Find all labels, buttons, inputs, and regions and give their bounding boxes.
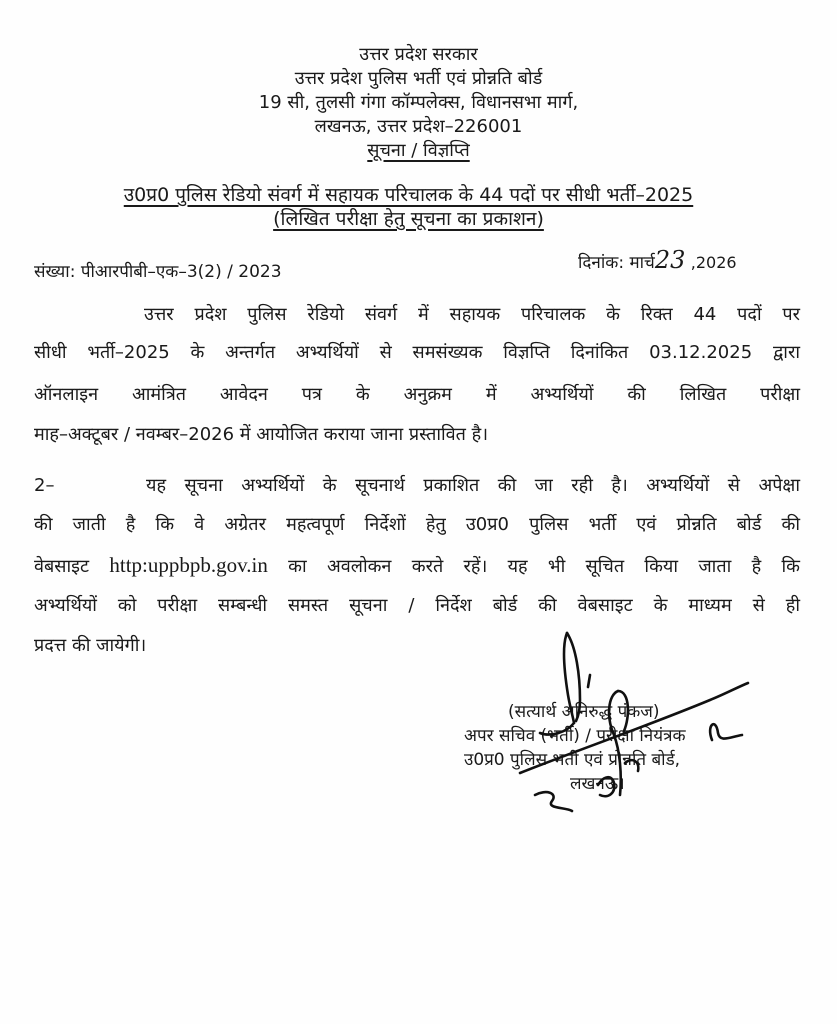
subject-line2-wrap bbox=[0, 207, 837, 231]
signatory-city: लखनऊ। bbox=[570, 774, 625, 794]
signatory-organization: उ0प्र0 पुलिस भर्ती एवं प्रोन्नति बोर्ड, bbox=[464, 750, 681, 770]
date-day-handwritten: 23 bbox=[654, 246, 686, 274]
signatory-block bbox=[460, 700, 790, 796]
para1-line3: ऑनलाइन आमंत्रित आवेदन पत्र के अनुक्रम में अभ्यर्थियों की लिखित परीक्षा bbox=[34, 384, 800, 405]
para2-line5: प्रदत्त की जायेगी। bbox=[34, 635, 147, 656]
government-name: उत्तर प्रदेश सरकार bbox=[359, 44, 478, 65]
para2-number: 2– bbox=[34, 475, 55, 496]
notice-type: सूचना / विज्ञप्ति bbox=[367, 140, 470, 161]
para2-line4: अभ्यर्थियों को परीक्षा सम्बन्धी समस्त सूचना / निर्देश बोर्ड की वेबसाइट के माध्यम से ही bbox=[34, 595, 800, 616]
notice-type-wrap bbox=[0, 139, 837, 163]
signatory-designation: अपर सचिव (भर्ती) / परीक्षा नियंत्रक bbox=[464, 726, 686, 746]
para2-line1: यह सूचना अभ्यर्थियों के सूचनार्थ प्रकाशित की जा रही है। अभ्यर्थियों से अपेक्षा bbox=[146, 475, 800, 496]
date-label: दिनांक: मार्च bbox=[578, 253, 655, 273]
board-name: उत्तर प्रदेश पुलिस भर्ती एवं प्रोन्नति बोर्ड bbox=[294, 68, 543, 89]
subject-line1-wrap bbox=[0, 183, 837, 207]
website-suffix: का अवलोकन करते रहें। यह भी सूचित किया जाता है कि bbox=[288, 556, 800, 577]
board-address: 19 सी, तुलसी गंगा कॉम्पलेक्स, विधानसभा मार्ग, bbox=[258, 92, 579, 113]
date-year: ,2026 bbox=[690, 253, 737, 272]
para1-line2: सीधी भर्ती–2025 के अन्तर्गत अभ्यर्थियों से समसंख्यक विज्ञप्ति दिनांकित 03.12.2025 द्वारा bbox=[34, 342, 800, 363]
subject-title: उ0प्र0 पुलिस रेडियो संवर्ग में सहायक परिचालक के 44 पदों पर सीधी भर्ती–2025 bbox=[123, 184, 694, 206]
para2-line2: की जाती है कि वे अग्रेतर महत्वपूर्ण निर्देशों हेतु उ0प्र0 पुलिस भर्ती एवं प्रोन्नति बोर्ड की bbox=[34, 514, 800, 535]
signatory-name: (सत्यार्थ अनिरुद्ध पंकज) bbox=[508, 702, 660, 722]
notice-date bbox=[578, 248, 737, 275]
reference-number-value: पीआरपीबी–एक–3(2) / 2023 bbox=[80, 262, 282, 282]
reference-number bbox=[34, 260, 282, 284]
website-link[interactable]: http:uppbpb.gov.in bbox=[109, 553, 268, 577]
reference-number-label: संख्या: bbox=[34, 262, 76, 282]
para2-line3 bbox=[34, 553, 800, 579]
para1-line4: माह–अक्टूबर / नवम्बर–2026 में आयोजित कराया जाना प्रस्तावित है। bbox=[34, 424, 489, 445]
board-city: लखनऊ, उत्तर प्रदेश–226001 bbox=[314, 116, 523, 137]
para1-line1: उत्तर प्रदेश पुलिस रेडियो संवर्ग में सहायक परिचालक के रिक्त 44 पदों पर bbox=[144, 304, 800, 325]
website-prefix: वेबसाइट bbox=[34, 556, 90, 577]
subject-subtitle: (लिखित परीक्षा हेतु सूचना का प्रकाशन) bbox=[273, 208, 544, 230]
